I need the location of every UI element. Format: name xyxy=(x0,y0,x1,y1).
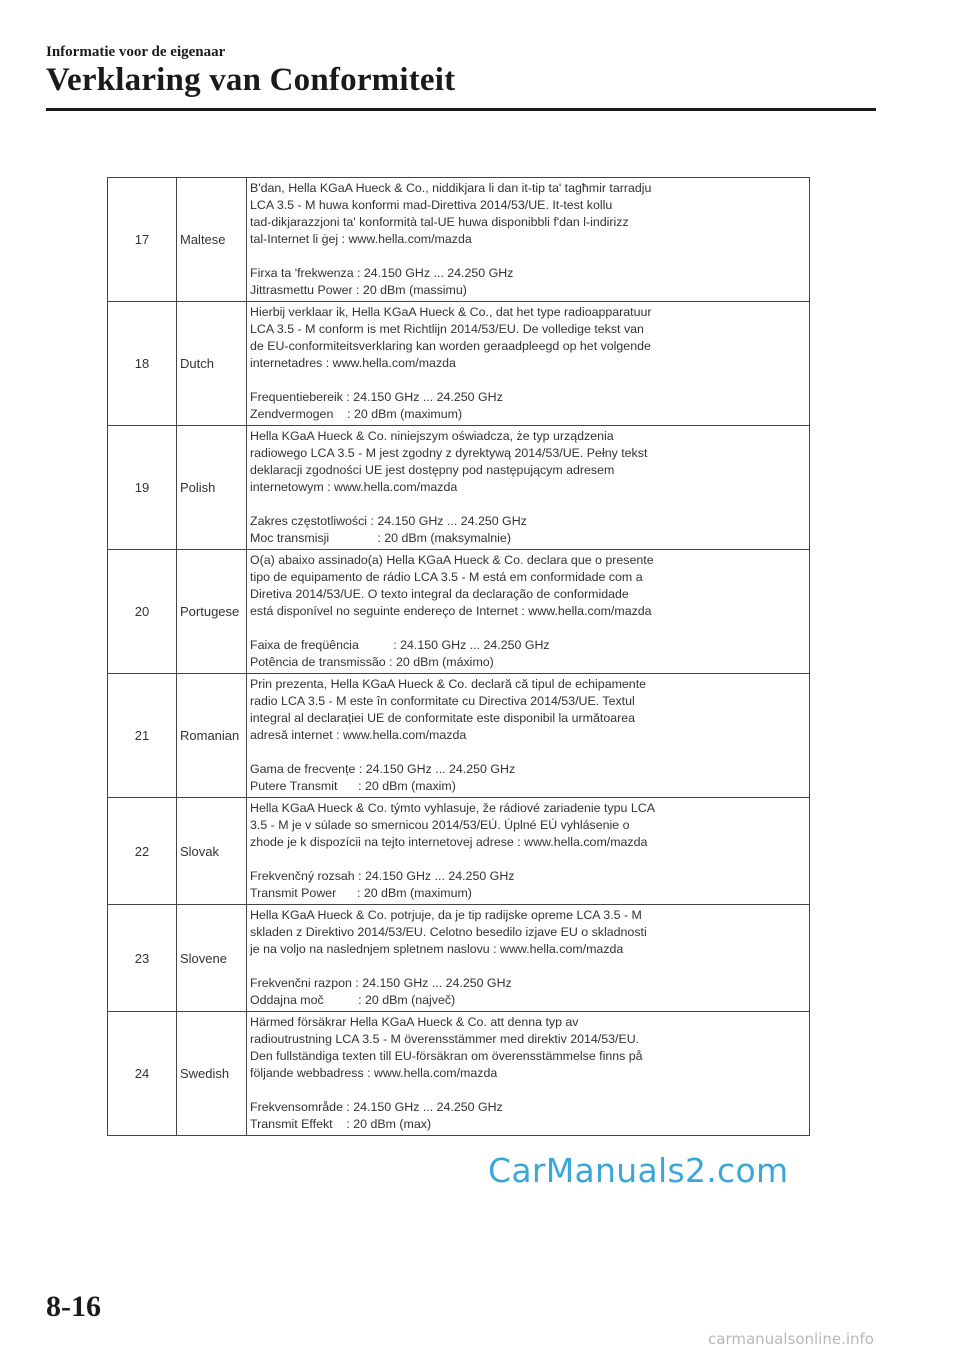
declaration-line: Härmed försäkrar Hella KGaA Hueck & Co. att denna typ av xyxy=(250,1015,579,1029)
spec-line: Moc transmisji : 20 dBm (maksymalnie) xyxy=(250,531,511,545)
table-row xyxy=(108,302,810,426)
spec-line: Zendvermogen : 20 dBm (maximum) xyxy=(250,407,463,421)
declaration-line: LCA 3.5 - M conform is met Richtlijn 2014/53/EU. De volledige tekst van xyxy=(250,322,644,336)
declaration-line: skladen z Direktivo 2014/53/EU. Celotno besedilo izjave EU o skladnosti xyxy=(250,925,647,939)
declaration-line: O(a) abaixo assinado(a) Hella KGaA Hueck & Co. declara que o presente xyxy=(250,553,654,567)
declaration-line: deklaracji zgodności UE jest dostępny pod następującym adresem xyxy=(250,463,615,477)
row-declaration xyxy=(247,426,810,550)
row-number: 21 xyxy=(108,674,177,798)
spacer xyxy=(250,1082,805,1099)
page-title: Verklaring van Conformiteit xyxy=(46,62,456,98)
row-language: Polish xyxy=(177,426,247,550)
declaration-line: radio LCA 3.5 - M este în conformitate cu Directiva 2014/53/UE. Textul xyxy=(250,694,635,708)
spec-line: Potência de transmissão : 20 dBm (máximo) xyxy=(250,655,494,669)
row-declaration xyxy=(247,905,810,1012)
row-language: Dutch xyxy=(177,302,247,426)
spec-line: Putere Transmit : 20 dBm (maxim) xyxy=(250,779,456,793)
table-row xyxy=(108,178,810,302)
row-number: 20 xyxy=(108,550,177,674)
spacer xyxy=(250,744,805,761)
spec-line: Transmit Power : 20 dBm (maximum) xyxy=(250,886,472,900)
declaration-line: Hella KGaA Hueck & Co. týmto vyhlasuje, že rádiové zariadenie typu LCA xyxy=(250,801,655,815)
declaration-line: B'dan, Hella KGaA Hueck & Co., niddikjara li dan it-tip ta' tagħmir tarradju xyxy=(250,181,652,195)
spec-line: Faixa de freqüência : 24.150 GHz ... 24.250 GHz xyxy=(250,638,550,652)
row-language: Slovene xyxy=(177,905,247,1012)
row-number: 17 xyxy=(108,178,177,302)
row-declaration xyxy=(247,1012,810,1136)
row-language: Maltese xyxy=(177,178,247,302)
row-number: 22 xyxy=(108,798,177,905)
declaration-line: Den fullständiga texten till EU-försäkran om överensstämmelse finns på xyxy=(250,1049,643,1063)
spec-line: Gama de frecvențe : 24.150 GHz ... 24.250 GHz xyxy=(250,762,516,776)
table-row xyxy=(108,426,810,550)
spacer xyxy=(250,372,805,389)
row-declaration xyxy=(247,798,810,905)
title-divider xyxy=(46,108,876,111)
table-row xyxy=(108,550,810,674)
spec-line: Transmit Effekt : 20 dBm (max) xyxy=(250,1117,432,1131)
declaration-line: LCA 3.5 - M huwa konformi mad-Direttiva 2014/53/UE. It-test kollu xyxy=(250,198,613,212)
declaration-line: de EU-conformiteitsverklaring kan worden geraadpleegd op het volgende xyxy=(250,339,651,353)
spacer xyxy=(250,496,805,513)
spacer xyxy=(250,851,805,868)
page-number: 8-16 xyxy=(46,1290,101,1323)
row-language: Slovak xyxy=(177,798,247,905)
declaration-line: följande webbadress : www.hella.com/mazda xyxy=(250,1066,498,1080)
spacer xyxy=(250,958,805,975)
spec-line: Firxa ta 'frekwenza : 24.150 GHz ... 24.250 GHz xyxy=(250,266,514,280)
declaration-line: está disponível no seguinte endereço de Internet : www.hella.com/mazda xyxy=(250,604,652,618)
spec-line: Zakres częstotliwości : 24.150 GHz ... 24.250 GHz xyxy=(250,514,527,528)
row-declaration xyxy=(247,302,810,426)
declaration-line: adresă internet : www.hella.com/mazda xyxy=(250,728,467,742)
spacer xyxy=(250,620,805,637)
row-number: 23 xyxy=(108,905,177,1012)
section-label: Informatie voor de eigenaar xyxy=(46,44,226,60)
declaration-line: radiowego LCA 3.5 - M jest zgodny z dyrektywą 2014/53/UE. Pełny tekst xyxy=(250,446,648,460)
row-declaration xyxy=(247,674,810,798)
table-row xyxy=(108,905,810,1012)
row-language: Swedish xyxy=(177,1012,247,1136)
spec-line: Frekvensområde : 24.150 GHz ... 24.250 GHz xyxy=(250,1100,503,1114)
declaration-line: tipo de equipamento de rádio LCA 3.5 - M está em conformidade com a xyxy=(250,570,643,584)
conformity-table-body xyxy=(108,178,810,1136)
spec-line: Frekvenčný rozsah : 24.150 GHz ... 24.250 GHz xyxy=(250,869,515,883)
spec-line: Frekvenčni razpon : 24.150 GHz ... 24.250 GHz xyxy=(250,976,512,990)
declaration-line: radioutrustning LCA 3.5 - M överensstämmer med direktiv 2014/53/EU. xyxy=(250,1032,640,1046)
declaration-line: je na voljo na naslednjem spletnem naslovu : www.hella.com/mazda xyxy=(250,942,624,956)
declaration-line: internetadres : www.hella.com/mazda xyxy=(250,356,456,370)
row-declaration xyxy=(247,178,810,302)
declaration-line: tad-dikjarazzjoni ta' konformità tal-UE huwa disponibbli f'dan l-indirizz xyxy=(250,215,629,229)
declaration-line: 3.5 - M je v súlade so smernicou 2014/53/EÚ. Úplné EÚ vyhlásenie o xyxy=(250,818,630,832)
row-language: Romanian xyxy=(177,674,247,798)
spec-line: Frequentiebereik : 24.150 GHz ... 24.250 GHz xyxy=(250,390,503,404)
declaration-line: Prin prezenta, Hella KGaA Hueck & Co. declară că tipul de echipamente xyxy=(250,677,647,691)
spec-line: Jittrasmettu Power : 20 dBm (massimu) xyxy=(250,283,467,297)
spacer xyxy=(250,248,805,265)
declaration-line: internetowym : www.hella.com/mazda xyxy=(250,480,458,494)
declaration-line: tal-Internet li ġej : www.hella.com/mazda xyxy=(250,232,472,246)
table-row xyxy=(108,1012,810,1136)
declaration-line: Diretiva 2014/53/UE. O texto integral da declaração de conformidade xyxy=(250,587,629,601)
table-row xyxy=(108,674,810,798)
watermark-logo: CarManuals2.com xyxy=(488,1151,789,1190)
declaration-line: Hella KGaA Hueck & Co. niniejszym oświadcza, że typ urządzenia xyxy=(250,429,614,443)
row-language: Portugese xyxy=(177,550,247,674)
conformity-table xyxy=(107,177,810,1136)
declaration-line: Hierbij verklaar ik, Hella KGaA Hueck & Co., dat het type radioapparatuur xyxy=(250,305,652,319)
row-declaration xyxy=(247,550,810,674)
row-number: 18 xyxy=(108,302,177,426)
row-number: 19 xyxy=(108,426,177,550)
declaration-line: Hella KGaA Hueck & Co. potrjuje, da je tip radijske opreme LCA 3.5 - M xyxy=(250,908,642,922)
row-number: 24 xyxy=(108,1012,177,1136)
spec-line: Oddajna moč : 20 dBm (največ) xyxy=(250,993,456,1007)
footer-watermark-url: carmanualsonline.info xyxy=(708,1330,874,1348)
table-row xyxy=(108,798,810,905)
declaration-line: integral al declarației UE de conformitate este disponibil la următoarea xyxy=(250,711,636,725)
declaration-line: zhode je k dispozícii na tejto internetovej adrese : www.hella.com/mazda xyxy=(250,835,648,849)
